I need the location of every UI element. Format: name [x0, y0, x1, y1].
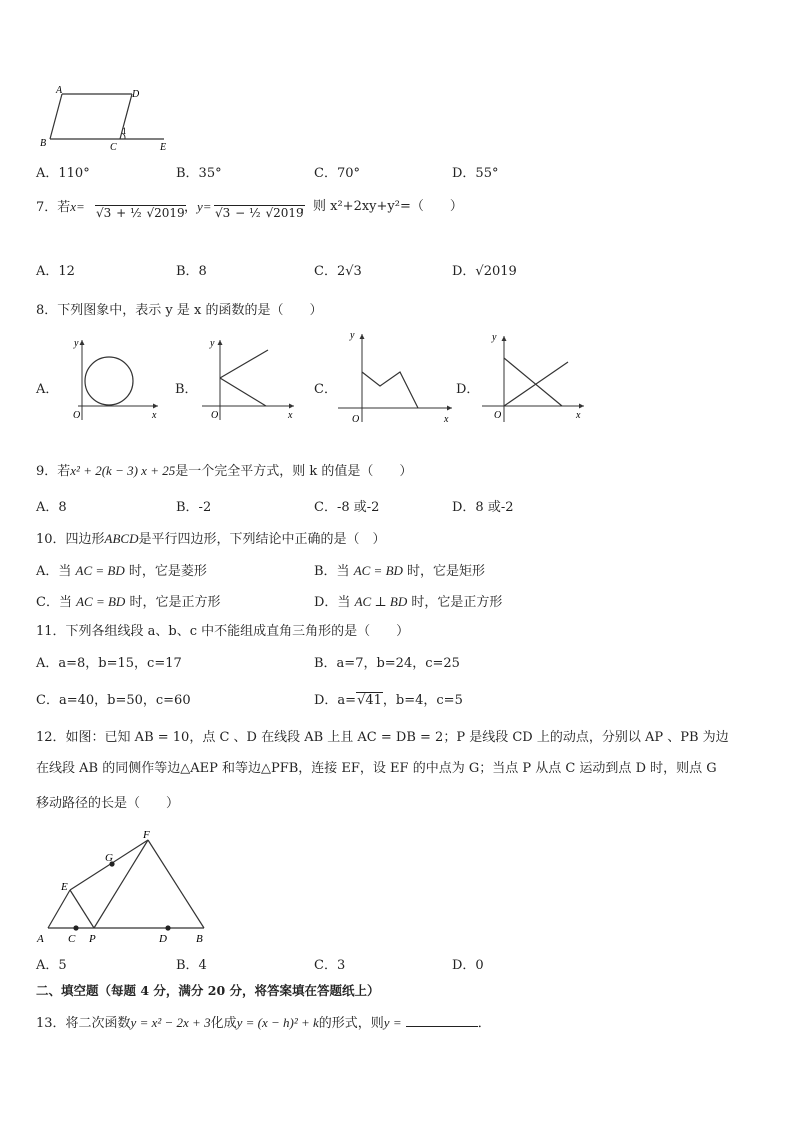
q7-option-a[interactable]: A．12 — [36, 264, 75, 279]
q9-option-b[interactable]: B．-2 — [176, 500, 212, 515]
q10-stem-post: 是平行四边形，下列结论中正确的是（ ） — [138, 532, 386, 547]
q10-option-d[interactable] — [314, 593, 502, 612]
q8-option-c-letter: C． — [314, 382, 337, 397]
q6-label-a: A — [56, 85, 63, 96]
q7-prefix: 7．若 — [36, 200, 71, 215]
q8b-x-label: x — [288, 410, 293, 421]
q12-label-a: A — [37, 933, 44, 945]
q10-option-a-math: AC = BD — [75, 563, 125, 578]
q12-label-d: D — [159, 933, 167, 945]
q8-option-b-letter: B． — [175, 382, 198, 397]
q12-option-d[interactable]: D．0 — [452, 958, 484, 973]
q8d-origin-label: O — [494, 410, 502, 421]
q7-option-c[interactable]: C．2√3 — [314, 264, 362, 279]
q12-label-c: C — [68, 933, 76, 945]
q11-option-b[interactable]: B．a=7，b=24，c=25 — [314, 656, 460, 671]
q8c-y-label: y — [350, 330, 355, 341]
q8-option-b[interactable] — [175, 381, 198, 399]
q10-option-a[interactable] — [36, 562, 207, 581]
q13-expr2: y = (x − h)² + k — [236, 1015, 319, 1030]
q8-option-c[interactable] — [314, 381, 337, 399]
q7-y-sqrt3: √3 — [215, 206, 231, 220]
q8-graph-c-polyline — [336, 326, 456, 426]
q10-option-c-pre: C．当 — [36, 595, 77, 610]
q7-x-sqrt3: √3 — [96, 206, 112, 220]
q12-line-2: 在线段 AB 的同侧作等边△AEP 和等边△PFB，连接 EF，设 EF 的中点为 G；当点 P 从点 C 运动到点 D 时，则点 G — [36, 761, 717, 776]
q6-angle-label: 1 — [122, 126, 127, 136]
q7-comma: ， — [184, 200, 198, 215]
q9-option-c[interactable]: C．-8 或-2 — [314, 500, 380, 515]
q8a-origin-label: O — [73, 410, 81, 421]
q6-label-e: E — [160, 142, 167, 153]
q13-end: ． — [477, 1016, 491, 1031]
q7-x-sqrt2019: √2019 — [146, 206, 185, 220]
q7-y-eq: y= — [197, 199, 212, 214]
q9-option-d[interactable]: D．8 或-2 — [452, 500, 514, 515]
q13-y-eq: y = — [383, 1015, 402, 1030]
q6-option-c[interactable]: C．70° — [314, 166, 360, 181]
q13-expr1: y = x² − 2x + 3 — [130, 1015, 211, 1030]
q11-stem: 11．下列各组线段 a、b、c 中不能组成直角三角形的是（ ） — [36, 624, 410, 639]
q12-line-1: 12．如图：已知 AB = 10，点 C 、D 在线段 AB 上且 AC = DB = 2；P 是线段 CD 上的动点，分别以 AP 、PB 为边 — [36, 730, 729, 745]
q10-option-a-post: 时，它是菱形 — [124, 564, 207, 579]
q6-label-d: D — [132, 89, 140, 100]
q7-x-plus-half: + ½ — [116, 206, 142, 220]
q12-label-p: P — [89, 933, 96, 945]
q8a-x-label: x — [152, 410, 157, 421]
q8-graph-b-angle — [196, 334, 302, 422]
q10-stem-math: ABCD — [104, 531, 139, 546]
q10-stem-pre: 10．四边形 — [36, 532, 105, 547]
q8b-origin-label: O — [211, 410, 219, 421]
q9-expression: x² + 2(k − 3) x + 25 — [70, 463, 176, 478]
q10-option-d-post: 时，它是正方形 — [407, 595, 503, 610]
q10-option-d-pre: D．当 — [314, 595, 355, 610]
q11-option-d-pre: D．a= — [314, 693, 357, 708]
q7-stem — [36, 198, 85, 217]
q8-option-d-letter: D． — [456, 382, 480, 397]
q8b-y-label: y — [210, 338, 215, 349]
q8-graph-d-crossing-lines — [478, 328, 590, 424]
q8c-origin-label: O — [352, 414, 360, 425]
q7-y-denominator — [214, 206, 305, 220]
q11-option-a[interactable]: A．a=8，b=15，c=17 — [36, 656, 182, 671]
q7-x-fraction-bar — [95, 205, 183, 206]
q12-triangles-figure — [34, 824, 219, 948]
q7-option-d[interactable]: D．√2019 — [452, 264, 517, 279]
q11-option-c[interactable]: C．a=40，b=50，c=60 — [36, 693, 191, 708]
q10-option-c-post: 时，它是正方形 — [125, 595, 221, 610]
q10-option-c-math: AC = BD — [76, 594, 126, 609]
q13-stem — [36, 1014, 491, 1033]
q13-pre: 13．将二次函数 — [36, 1016, 131, 1031]
q11-option-d[interactable] — [314, 692, 463, 710]
q7-y-sqrt2019: √2019 — [265, 206, 304, 220]
q10-option-c[interactable] — [36, 593, 220, 612]
q9-stem — [36, 462, 412, 481]
q8-option-a[interactable]: A． — [36, 382, 59, 397]
q6-option-a[interactable]: A．110° — [36, 166, 90, 181]
q6-option-b[interactable]: B．35° — [176, 166, 222, 181]
q8d-y-label: y — [492, 332, 497, 343]
q9-prefix: 9．若 — [36, 464, 71, 479]
q13-post: 的形式，则 — [318, 1016, 384, 1031]
q6-parallelogram-figure — [36, 84, 181, 154]
section-2-title: 二、填空题（每题 4 分，满分 20 分，将答案填在答题纸上） — [36, 983, 380, 998]
q12-label-e: E — [61, 881, 68, 893]
q8d-x-label: x — [576, 410, 581, 421]
q8-option-d[interactable] — [456, 381, 479, 399]
q8a-y-label: y — [74, 338, 79, 349]
q10-stem — [36, 530, 386, 549]
q6-label-b: B — [40, 138, 47, 149]
q12-label-g: G — [105, 852, 113, 864]
q6-label-c: C — [110, 142, 117, 153]
q10-option-b-post: 时，它是矩形 — [402, 564, 486, 579]
q7-option-b[interactable]: B．8 — [176, 264, 207, 279]
q8-stem: 8．下列图象中，表示 y 是 x 的函数的是（ ） — [36, 303, 323, 318]
q12-label-b: B — [196, 933, 203, 945]
q7-y-fraction-bar — [214, 205, 298, 206]
q13-mid: 化成 — [210, 1016, 237, 1031]
q7-y-minus-half: − ½ — [235, 206, 261, 220]
q7-y-part — [184, 198, 212, 217]
q9-suffix: 是一个完全平方式，则 k 的值是（ ） — [175, 464, 413, 479]
q11-option-d-root: √41 — [357, 693, 382, 708]
q7-x-denominator — [95, 206, 186, 220]
q10-option-d-math: AC ⊥ BD — [354, 594, 408, 609]
q8c-x-label: x — [444, 414, 449, 425]
q6-option-d[interactable]: D．55° — [452, 166, 499, 181]
q10-option-b-pre: B．当 — [314, 564, 354, 579]
q10-option-b[interactable] — [314, 562, 485, 581]
q12-label-f: F — [143, 829, 150, 841]
q11-option-d-post: ，b=4，c=5 — [382, 693, 463, 708]
q10-option-b-math: AC = BD — [353, 563, 403, 578]
q12-line-3: 移动路径的长是（ ） — [36, 796, 180, 811]
q13-answer-blank[interactable] — [406, 1014, 478, 1027]
q8-graph-a-circle — [58, 334, 168, 422]
q7-suffix: ，则 x²+2xy+y²=（ ） — [300, 199, 463, 214]
q12-option-a[interactable]: A．5 — [36, 958, 67, 973]
q7-x-eq: x= — [70, 199, 85, 214]
q12-option-c[interactable]: C．3 — [314, 958, 346, 973]
q12-option-b[interactable]: B．4 — [176, 958, 207, 973]
q9-option-a[interactable]: A．8 — [36, 500, 67, 515]
q10-option-a-pre: A．当 — [36, 564, 76, 579]
